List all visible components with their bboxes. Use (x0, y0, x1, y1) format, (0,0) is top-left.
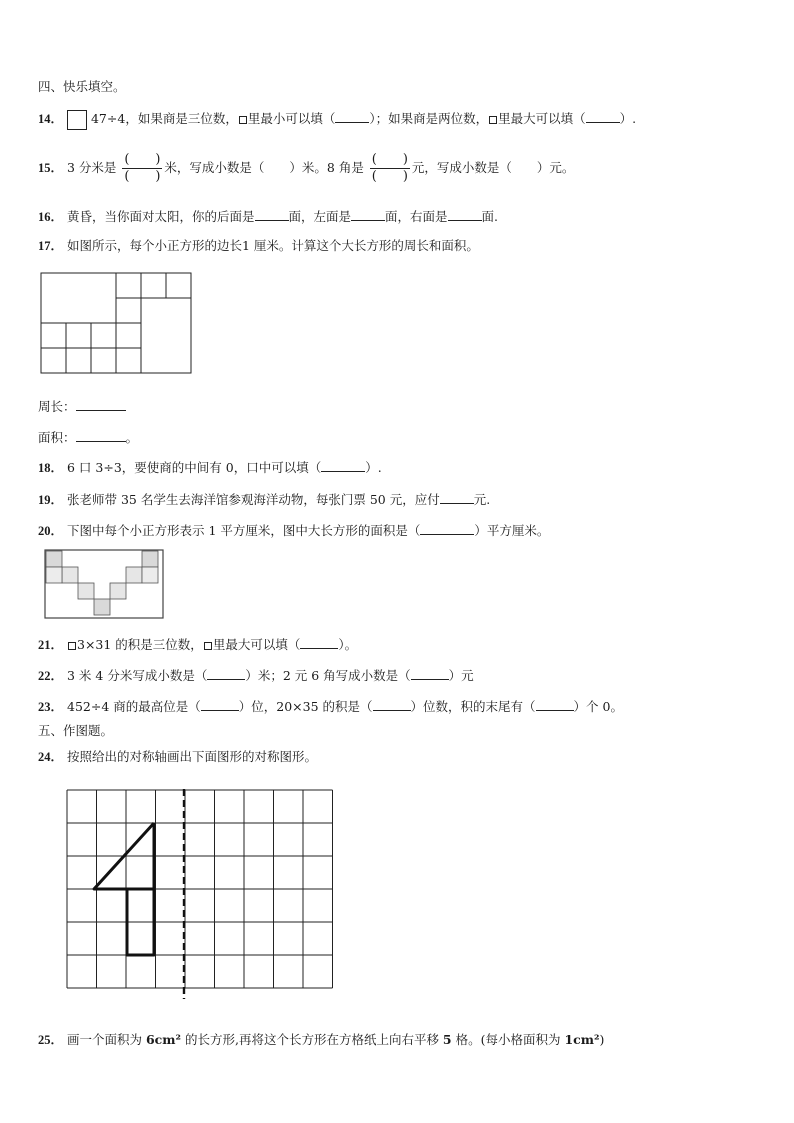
small-box-icon (489, 116, 497, 124)
question-number: 19． (38, 493, 64, 507)
answer-blank[interactable] (255, 206, 289, 221)
symmetry-grid-figure[interactable] (66, 789, 336, 1001)
answer-blank[interactable] (300, 634, 338, 649)
answer-blank[interactable] (440, 489, 474, 504)
question-17: 17． 如图所示，每个小正方形的边长1 厘米。计算这个大长方形的周长和面积。 (38, 238, 479, 253)
answer-blank[interactable] (448, 206, 482, 221)
question-22: 22． 3 米 4 分米写成小数是（ ）米；2 元 6 角写成小数是（ ）元 (38, 665, 474, 685)
rectangle-grid-figure (40, 272, 194, 376)
section-5-title: 五、作图题。 (38, 723, 114, 738)
small-box-icon (239, 116, 247, 124)
question-number: 25． (38, 1033, 64, 1047)
answer-blank[interactable] (76, 427, 126, 442)
question-16: 16． 黄昏，当你面对太阳，你的后面是 面，左面是 面，右面是 面. (38, 206, 498, 226)
figure-shape-4 (94, 823, 154, 955)
answer-blank[interactable] (536, 696, 574, 711)
fraction-blank[interactable]: $\frac{( )}{( )}$ (124, 152, 161, 184)
question-number: 14． (38, 112, 64, 126)
question-number: 21． (38, 638, 64, 652)
small-box-icon (68, 642, 76, 650)
question-number: 18． (38, 461, 64, 475)
small-box-icon (204, 642, 212, 650)
question-21: 21． 3×31 的积是三位数， 里最大可以填（ ）。 (38, 634, 357, 654)
section-4-title: 四、快乐填空。 (38, 79, 126, 94)
question-23: 23． 452÷4 商的最高位是（ ）位，20×35 的积是（ ）位数，积的末尾有（ ）个 0。 (38, 696, 623, 716)
answer-blank[interactable] (201, 696, 239, 711)
answer-blank[interactable] (411, 665, 449, 680)
answer-blank[interactable] (373, 696, 411, 711)
answer-blank[interactable] (420, 520, 474, 535)
answer-box[interactable] (67, 110, 87, 130)
fraction-blank[interactable]: $\frac{( )}{( )}$ (371, 152, 408, 184)
question-20: 20． 下图中每个小正方形表示 1 平方厘米，图中大长方形的面积是（ ）平方厘米。 (38, 520, 549, 540)
question-number: 24． (38, 750, 64, 764)
question-14: 14． 47÷4，如果商是三位数， 里最小可以填（ ）；如果商是两位数， 里最大可以填（ ）. (38, 108, 636, 130)
question-15: 15． 3 分米是 $\frac{( )}{( )}$ 米，写成小数是（ ）米。8 角是 $\frac{( )}{( )}$ 元，写成小数是（ ）元。 (38, 152, 575, 184)
answer-blank[interactable] (351, 206, 385, 221)
question-number: 20． (38, 524, 64, 538)
question-24: 24． 按照给出的对称轴画出下面图形的对称图形。 (38, 749, 318, 764)
question-25: 25． 画一个面积为 6cm² 的长方形,再将这个长方形在方格纸上向右平移 5 格。(每小格面积为 1cm²) (38, 1032, 605, 1047)
question-number: 16． (38, 210, 64, 224)
answer-blank[interactable] (76, 396, 126, 411)
v-shape-grid-figure (44, 549, 166, 621)
answer-blank[interactable] (586, 108, 620, 123)
answer-blank[interactable] (207, 665, 245, 680)
question-number: 22． (38, 669, 64, 683)
question-18: 18． 6 口 3÷3，要使商的中间有 0，口中可以填（ ）. (38, 457, 382, 477)
question-number: 15． (38, 161, 64, 175)
question-number: 23． (38, 700, 64, 714)
area-answer: 面积： 。 (38, 427, 138, 447)
answer-blank[interactable] (335, 108, 369, 123)
question-number: 17． (38, 239, 64, 253)
answer-blank[interactable] (321, 457, 365, 472)
question-19: 19． 张老师带 35 名学生去海洋馆参观海洋动物，每张门票 50 元，应付 元. (38, 489, 490, 509)
perimeter-answer: 周长： (38, 396, 126, 416)
